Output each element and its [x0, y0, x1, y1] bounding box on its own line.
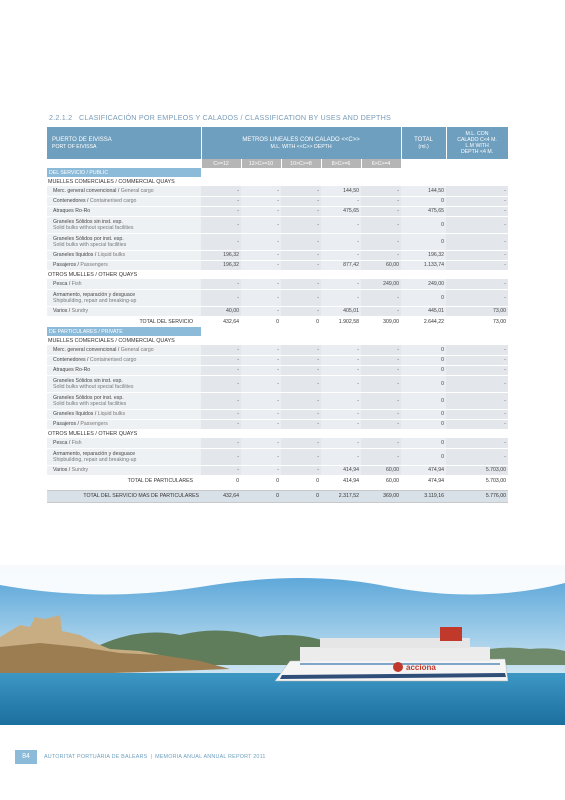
table-row — [47, 409, 508, 419]
table-cell: - — [321, 392, 361, 409]
table-cell: 0 — [401, 345, 446, 355]
table-row — [47, 345, 508, 355]
table-cell: - — [321, 233, 361, 250]
table-cell: - — [281, 250, 321, 260]
port-photo — [0, 565, 565, 725]
table-cell: - — [321, 419, 361, 429]
table-cell: - — [361, 392, 401, 409]
table-cell: - — [361, 186, 401, 196]
table-cell: - — [446, 345, 508, 355]
port-name-en: PORT OF EIVISSA — [52, 143, 97, 150]
total-label: TOTAL DE PARTICULARES — [47, 475, 201, 486]
table-cell: - — [361, 250, 401, 260]
shallow-depth-header — [446, 127, 508, 159]
table-cell: - — [321, 216, 361, 233]
row-label: Varios / Sundry — [47, 465, 201, 475]
row-label-en: Solid bulks with special facilities — [53, 400, 127, 407]
row-label-es: Armamento, reparación y desguace — [53, 291, 136, 298]
footer-report: MEMORIA ANUAL ANNUAL REPORT 2011 — [155, 754, 266, 760]
table-cell: 249,00 — [361, 279, 401, 289]
table-row — [47, 279, 508, 289]
row-label-en: Sundry — [71, 467, 89, 473]
row-label-en: Liquid bulks — [97, 411, 126, 417]
table-cell: - — [321, 365, 361, 375]
row-label-es: Graneles Sólidos sin inst. esp. — [53, 218, 123, 225]
page-footer — [0, 748, 565, 768]
table-cell: 0 — [401, 392, 446, 409]
table-cell: - — [281, 465, 321, 475]
table-row — [47, 250, 508, 260]
row-label-en: Liquid bulks — [97, 252, 126, 258]
table-cell: - — [446, 409, 508, 419]
row-label-es: Merc. general convencional — [53, 187, 117, 194]
row-label-es: Merc. general convencional — [53, 346, 117, 353]
row-label-en: Containerised cargo — [89, 198, 137, 204]
table-cell: - — [281, 233, 321, 250]
table-cell: - — [241, 186, 281, 196]
table-cell: - — [241, 289, 281, 306]
table-cell: - — [281, 186, 321, 196]
table-cell: - — [321, 345, 361, 355]
section-band — [47, 327, 508, 336]
table-cell: - — [361, 345, 401, 355]
row-label-es: Graneles líquidos — [53, 411, 94, 417]
table-cell: - — [321, 196, 361, 206]
shallow-header-line1: M.L. CON — [465, 131, 489, 137]
table-cell: 405,01 — [321, 306, 361, 316]
table-cell: - — [446, 448, 508, 465]
table-cell: - — [281, 260, 321, 270]
table-cell: 0 — [401, 355, 446, 365]
table-row — [47, 419, 508, 429]
row-label-es: Graneles Sólidos sin inst. esp. — [53, 377, 123, 384]
table-row — [47, 392, 508, 409]
total-cell: 0 — [241, 475, 281, 486]
total-header — [401, 127, 446, 159]
table-cell: - — [241, 365, 281, 375]
table-cell: - — [446, 186, 508, 196]
table-cell: - — [281, 438, 321, 448]
table-row — [47, 186, 508, 196]
table-cell: - — [446, 419, 508, 429]
row-label-en: Solid bulks without special facilities — [53, 383, 134, 390]
table-cell: - — [321, 250, 361, 260]
table-cell: - — [281, 216, 321, 233]
shallow-header-line3: L.M WITH — [465, 143, 489, 149]
linear-metres-en: M.L. WITH <<C>> DEPTH — [270, 143, 332, 150]
table-cell: - — [241, 409, 281, 419]
table-cell: - — [241, 250, 281, 260]
table-cell: - — [321, 289, 361, 306]
table-cell: - — [321, 279, 361, 289]
table-cell: - — [241, 279, 281, 289]
table-cell: - — [446, 279, 508, 289]
table-cell: - — [281, 448, 321, 465]
table-cell: - — [201, 279, 241, 289]
table-cell: - — [201, 448, 241, 465]
row-label: Pesca / Fish — [47, 279, 201, 289]
section-title — [49, 113, 391, 122]
table-cell: - — [201, 392, 241, 409]
section-heading: CLASIFICACIÓN POR EMPLEOS Y CALADOS / CLASSIFICATION BY USES AND DEPTHS — [78, 113, 392, 122]
table-cell: - — [361, 448, 401, 465]
row-label-en: Shipbuilding, repair and breaking-up — [53, 297, 137, 304]
table-cell: - — [361, 419, 401, 429]
total-cell: 5.703,00 — [446, 475, 508, 486]
table-row — [47, 375, 508, 392]
table-cell: - — [446, 355, 508, 365]
row-label-es: Contenedores — [53, 198, 86, 204]
table-cell: 1.133,74 — [401, 260, 446, 270]
row-label-es: Graneles Sólidos por inst. esp. — [53, 235, 124, 242]
table-cell: - — [361, 409, 401, 419]
table-row — [47, 365, 508, 375]
section-number: 2.2.1.2 — [49, 113, 73, 122]
total-cell: 3.119,16 — [401, 490, 446, 502]
depth-col-3: 10>C>=8 — [281, 159, 321, 168]
table-cell: - — [241, 375, 281, 392]
table-cell: - — [201, 345, 241, 355]
row-label — [47, 392, 201, 409]
row-label-en: Sundry — [71, 308, 89, 314]
row-label-es: Graneles líquidos — [53, 252, 94, 258]
depth-col-5: 6>C>=4 — [361, 159, 401, 168]
table-cell: 0 — [401, 448, 446, 465]
table-cell: - — [241, 465, 281, 475]
table-cell: - — [446, 289, 508, 306]
port-name-es: PUERTO DE EIVISSA — [52, 136, 112, 143]
total-cell: 0 — [201, 475, 241, 486]
total-label: TOTAL DEL SERVICIO MAS DE PARTICULARES — [47, 490, 201, 502]
table-cell: - — [201, 365, 241, 375]
table-cell: - — [241, 196, 281, 206]
public-total-row — [47, 316, 508, 327]
table-cell: 0 — [401, 419, 446, 429]
row-label: Merc. general convencional / General cargo — [47, 345, 201, 355]
table-cell: - — [281, 206, 321, 216]
row-label-es: Pasajeros — [53, 262, 77, 268]
table-row — [47, 465, 508, 475]
total-cell: 474,94 — [401, 475, 446, 486]
ship-brand-text: acciona — [406, 663, 436, 672]
total-label: TOTAL DEL SERVICIO — [47, 316, 201, 327]
table-cell: 196,32 — [201, 250, 241, 260]
table-cell: - — [321, 448, 361, 465]
row-label-en: Passengers — [80, 421, 108, 427]
table-cell: 0 — [401, 289, 446, 306]
table-cell: - — [201, 289, 241, 306]
subheader-blank — [47, 159, 201, 168]
page-number: 84 — [15, 750, 37, 764]
table-cell: - — [321, 355, 361, 365]
table-cell: 0 — [401, 365, 446, 375]
row-label-es: Atraques Ro-Ro — [53, 367, 91, 373]
group-label: OTROS MUELLES / OTHER QUAYS — [48, 271, 138, 278]
table-cell: 474,94 — [401, 465, 446, 475]
table-row — [47, 289, 508, 306]
table-cell: - — [446, 206, 508, 216]
table-cell: - — [446, 375, 508, 392]
port-header — [47, 127, 201, 159]
total-cell: 60,00 — [361, 475, 401, 486]
group-heading — [47, 336, 508, 345]
row-label: Pesca / Fish — [47, 438, 201, 448]
table-cell: - — [361, 355, 401, 365]
row-label: Contenedores / Containerised cargo — [47, 355, 201, 365]
total-cell: 1.902,58 — [321, 316, 361, 327]
total-cell: 0 — [241, 490, 281, 502]
footer-text: AUTORITAT PORTUÀRIA DE BALEARS | MEMORIA ANUAL ANNUAL REPORT 2011 — [44, 754, 266, 760]
table-cell: - — [361, 289, 401, 306]
table-cell: - — [201, 465, 241, 475]
table-cell: 0 — [401, 409, 446, 419]
table-cell: - — [201, 355, 241, 365]
row-label — [47, 375, 201, 392]
row-label: Graneles líquidos / Liquid bulks — [47, 250, 201, 260]
table-cell: 249,00 — [401, 279, 446, 289]
table-cell: - — [201, 409, 241, 419]
footer-org: AUTORITAT PORTUÀRIA DE BALEARS — [44, 754, 148, 760]
table-cell: - — [241, 419, 281, 429]
row-label: Pasajeros / Passengers — [47, 419, 201, 429]
table-row — [47, 355, 508, 365]
table-cell: 414,94 — [321, 465, 361, 475]
row-label: Contenedores / Containerised cargo — [47, 196, 201, 206]
total-cell: 2.317,52 — [321, 490, 361, 502]
table-cell: 73,00 — [446, 306, 508, 316]
table-cell: 60,00 — [361, 465, 401, 475]
total-cell: 5.776,00 — [446, 490, 508, 502]
table-cell: - — [281, 306, 321, 316]
table-cell: - — [241, 345, 281, 355]
table-row — [47, 233, 508, 250]
table-cell: 0 — [401, 233, 446, 250]
row-label-en: General cargo — [120, 346, 154, 353]
table-cell: 60,00 — [361, 260, 401, 270]
shallow-header-line2: CALADO C<4 M. — [457, 137, 497, 143]
total-cell: 0 — [281, 475, 321, 486]
table-cell: - — [361, 206, 401, 216]
row-label-es: Varios — [53, 308, 68, 314]
table-cell: - — [281, 392, 321, 409]
table-cell: - — [361, 375, 401, 392]
table-cell: 475,65 — [401, 206, 446, 216]
row-label — [47, 233, 201, 250]
table-cell: - — [241, 438, 281, 448]
table-cell: 5.703,00 — [446, 465, 508, 475]
private-total-row — [47, 475, 508, 486]
table-cell: - — [281, 375, 321, 392]
table-cell: 0 — [401, 375, 446, 392]
table-cell: - — [281, 345, 321, 355]
ferry-harbour-illustration — [0, 565, 565, 725]
group-label: MUELLES COMERCIALES / COMMERCIAL QUAYS — [48, 337, 175, 344]
table-cell: - — [201, 216, 241, 233]
depth-col-1: C>=12 — [201, 159, 241, 168]
subheader-blank — [401, 159, 446, 168]
table-cell: 40,00 — [201, 306, 241, 316]
section-band — [47, 168, 508, 177]
table-cell: - — [201, 196, 241, 206]
depth-col-2: 12>C>=10 — [241, 159, 281, 168]
table-cell: 196,32 — [201, 260, 241, 270]
table-cell: - — [446, 196, 508, 206]
depth-classification-table — [47, 127, 508, 503]
grand-total-row — [47, 490, 508, 502]
row-label-en: Containerised cargo — [89, 357, 137, 363]
row-label-es: Pasajeros — [53, 421, 77, 427]
total-cell: 369,00 — [361, 490, 401, 502]
table-cell: - — [361, 306, 401, 316]
row-label-en: Solid bulks with special facilities — [53, 241, 127, 248]
table-cell: 877,42 — [321, 260, 361, 270]
linear-metres-header — [201, 127, 401, 159]
row-label — [47, 206, 201, 216]
table-cell: - — [361, 438, 401, 448]
table-cell: - — [241, 306, 281, 316]
table-cell: - — [201, 375, 241, 392]
row-label-es: Pesca — [53, 439, 68, 446]
table-cell: - — [201, 206, 241, 216]
table-row — [47, 306, 508, 316]
table-cell: - — [281, 289, 321, 306]
table-cell: 144,50 — [321, 186, 361, 196]
table-cell: 475,65 — [321, 206, 361, 216]
table-cell: - — [361, 233, 401, 250]
row-label — [47, 448, 201, 465]
group-heading — [47, 429, 508, 438]
row-label: Varios / Sundry — [47, 306, 201, 316]
total-cell: 432,64 — [201, 316, 241, 327]
row-label-en: Fish — [71, 439, 82, 446]
table-cell: 0 — [401, 438, 446, 448]
table-cell: 445,01 — [401, 306, 446, 316]
table-cell: - — [281, 196, 321, 206]
table-cell: - — [446, 233, 508, 250]
row-label: Pasajeros / Passengers — [47, 260, 201, 270]
table-cell: - — [446, 250, 508, 260]
row-label — [47, 365, 201, 375]
table-cell: - — [241, 448, 281, 465]
row-label: Graneles líquidos / Liquid bulks — [47, 409, 201, 419]
group-heading — [47, 270, 508, 279]
table-cell: - — [241, 216, 281, 233]
linear-metres-es: METROS LINEALES CON CALADO <<C>> — [242, 136, 360, 143]
total-cell: 0 — [281, 490, 321, 502]
table-cell: - — [201, 419, 241, 429]
table-cell: - — [446, 260, 508, 270]
table-cell: - — [281, 365, 321, 375]
row-label-es: Pesca — [53, 280, 68, 287]
band-label: DE PARTICULARES / PRIVATE — [47, 327, 201, 336]
total-cell: 0 — [241, 316, 281, 327]
row-label-en: Shipbuilding, repair and breaking-up — [53, 456, 137, 463]
row-label-en: General cargo — [120, 187, 154, 194]
table-cell: - — [446, 365, 508, 375]
table-cell: - — [446, 392, 508, 409]
table-cell: - — [201, 186, 241, 196]
table-row — [47, 438, 508, 448]
table-row — [47, 216, 508, 233]
depth-col-4: 8>C>=6 — [321, 159, 361, 168]
row-label-en: Passengers — [80, 262, 108, 268]
row-label-es: Atraques Ro-Ro — [53, 208, 91, 214]
table-cell: - — [241, 206, 281, 216]
total-cell: 432,64 — [201, 490, 241, 502]
shallow-header-line4: DEPTH <4 M. — [460, 149, 494, 155]
row-label — [47, 216, 201, 233]
total-cell: 309,00 — [361, 316, 401, 327]
table-cell: - — [281, 419, 321, 429]
row-label-en: Solid bulks without special facilities — [53, 224, 134, 231]
subheader-blank — [446, 159, 508, 168]
table-cell: - — [241, 233, 281, 250]
row-label-en: Fish — [71, 280, 82, 287]
group-heading — [47, 177, 508, 186]
total-unit: (ml.) — [418, 143, 429, 150]
row-label-es: Contenedores — [53, 357, 86, 363]
row-label-es: Graneles Sólidos por inst. esp. — [53, 394, 124, 401]
row-label-es: Varios — [53, 467, 68, 473]
total-cell: 414,94 — [321, 475, 361, 486]
table-cell: - — [241, 392, 281, 409]
table-cell: - — [361, 216, 401, 233]
table-cell: - — [446, 216, 508, 233]
table-row — [47, 206, 508, 216]
band-label: DEL SERVICIO / PUBLIC — [47, 168, 201, 177]
table-cell: 0 — [401, 216, 446, 233]
group-label: OTROS MUELLES / OTHER QUAYS — [48, 430, 138, 437]
total-cell: 0 — [281, 316, 321, 327]
table-row — [47, 260, 508, 270]
total-label: TOTAL — [414, 136, 433, 143]
table-cell: - — [281, 355, 321, 365]
row-label: Merc. general convencional / General cargo — [47, 186, 201, 196]
table-cell: - — [201, 438, 241, 448]
table-row — [47, 196, 508, 206]
table-cell: - — [321, 438, 361, 448]
group-label: MUELLES COMERCIALES / COMMERCIAL QUAYS — [48, 178, 175, 185]
total-cell: 73,00 — [446, 316, 508, 327]
table-cell: - — [361, 365, 401, 375]
table-row — [47, 448, 508, 465]
table-cell: - — [201, 233, 241, 250]
total-cell: 2.644,22 — [401, 316, 446, 327]
row-label — [47, 289, 201, 306]
row-label-es: Armamento, reparación y desguace — [53, 450, 136, 457]
table-cell: 144,50 — [401, 186, 446, 196]
table-cell: - — [281, 409, 321, 419]
table-cell: - — [241, 260, 281, 270]
table-cell: - — [446, 438, 508, 448]
table-cell: - — [241, 355, 281, 365]
table-cell: - — [361, 196, 401, 206]
table-cell: - — [321, 375, 361, 392]
table-cell: - — [321, 409, 361, 419]
table-cell: - — [281, 279, 321, 289]
table-cell: 0 — [401, 196, 446, 206]
table-cell: 196,32 — [401, 250, 446, 260]
